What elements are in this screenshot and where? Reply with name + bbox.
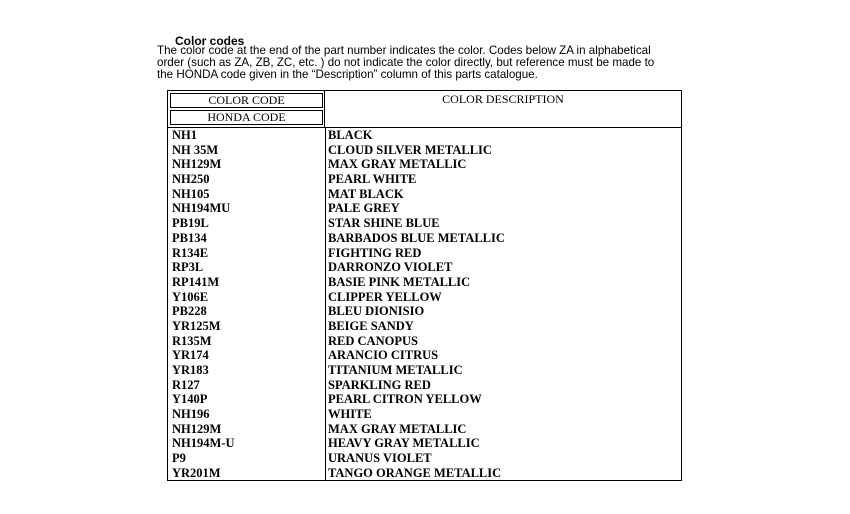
honda-code-cell: NH196 bbox=[172, 407, 210, 422]
table-row bbox=[168, 407, 681, 422]
table-row bbox=[168, 246, 681, 261]
table-row bbox=[168, 319, 681, 334]
color-description-cell: SPARKLING RED bbox=[328, 377, 431, 392]
color-description-cell: ARANCIO CITRUS bbox=[328, 348, 439, 363]
table-row bbox=[168, 201, 681, 216]
table-row bbox=[168, 143, 681, 158]
honda-code-cell: YR174 bbox=[172, 348, 209, 363]
table-body bbox=[168, 128, 681, 481]
color-description-cell: RED CANOPUS bbox=[328, 333, 418, 348]
color-description-cell: URANUS VIOLET bbox=[328, 451, 432, 466]
color-description-cell: BASIE PINK METALLIC bbox=[328, 274, 471, 289]
table-row bbox=[168, 451, 681, 466]
table-row bbox=[168, 378, 681, 393]
header-honda-code: HONDA CODE bbox=[170, 110, 323, 125]
intro-paragraph bbox=[157, 45, 727, 81]
color-description-cell: BARBADOS BLUE METALLIC bbox=[328, 230, 505, 245]
intro-line: order (such as ZA, ZB, ZC, etc. ) do not indicate the color directly, but reference must be made to bbox=[157, 56, 655, 69]
color-description-cell: TANGO ORANGE METALLIC bbox=[328, 465, 502, 480]
honda-code-cell: R134E bbox=[172, 245, 209, 260]
color-description-cell: FIGHTING RED bbox=[328, 245, 422, 260]
honda-code-cell: PB228 bbox=[172, 304, 207, 319]
table-row bbox=[168, 334, 681, 349]
honda-code-cell: NH129M bbox=[172, 157, 222, 172]
table-row bbox=[168, 392, 681, 407]
intro-line: The color code at the end of the part number indicates the color. Codes below ZA in alphabetical bbox=[157, 44, 651, 57]
table-row bbox=[168, 216, 681, 231]
section-title: Color codes bbox=[175, 34, 245, 48]
color-description-cell: BLEU DIONISIO bbox=[328, 304, 425, 319]
color-description-cell: CLOUD SILVER METALLIC bbox=[328, 142, 492, 157]
honda-code-cell: RP3L bbox=[172, 260, 204, 275]
honda-code-cell: NH105 bbox=[172, 186, 210, 201]
color-description-cell: BEIGE SANDY bbox=[328, 318, 414, 333]
honda-code-cell: NH194M-U bbox=[172, 436, 235, 451]
honda-code-cell: PB134 bbox=[172, 230, 207, 245]
honda-code-cell: YR201M bbox=[172, 465, 221, 480]
intro-line: the HONDA code given in the “Description” column of this parts catalogue. bbox=[157, 68, 538, 81]
code-header-group bbox=[168, 91, 325, 127]
color-description-cell: PEARL CITRON YELLOW bbox=[328, 392, 482, 407]
honda-code-cell: NH129M bbox=[172, 421, 222, 436]
honda-code-cell: YR125M bbox=[172, 318, 221, 333]
table-row bbox=[168, 157, 681, 172]
honda-code-cell: Y106E bbox=[172, 289, 209, 304]
honda-code-cell: YR183 bbox=[172, 363, 209, 377]
table-row bbox=[168, 436, 681, 451]
honda-code-cell: R135M bbox=[172, 333, 212, 348]
color-description-cell: MAT BLACK bbox=[328, 186, 404, 201]
color-description-cell: HEAVY GRAY METALLIC bbox=[328, 436, 480, 451]
color-description-cell: STAR SHINE BLUE bbox=[328, 216, 440, 231]
color-description-cell: DARRONZO VIOLET bbox=[328, 260, 453, 275]
honda-code-cell: RP141M bbox=[172, 274, 220, 289]
color-code-table bbox=[167, 90, 682, 481]
table-row bbox=[168, 172, 681, 187]
table-row bbox=[168, 304, 681, 319]
table-row bbox=[168, 260, 681, 275]
table-row bbox=[168, 231, 681, 246]
color-description-cell: TITANIUM METALLIC bbox=[328, 363, 463, 377]
table-row bbox=[168, 422, 681, 437]
honda-code-cell: NH250 bbox=[172, 172, 210, 187]
header-color-code: COLOR CODE bbox=[170, 93, 323, 108]
color-description-cell: BLACK bbox=[328, 128, 373, 142]
honda-code-cell: P9 bbox=[172, 451, 186, 466]
table-row bbox=[168, 187, 681, 202]
table-row bbox=[168, 290, 681, 305]
header-color-description: COLOR DESCRIPTION bbox=[442, 92, 564, 106]
color-description-cell: MAX GRAY METALLIC bbox=[328, 157, 467, 172]
table-row bbox=[168, 128, 681, 143]
color-description-cell: PEARL WHITE bbox=[328, 172, 417, 187]
color-description-cell: MAX GRAY METALLIC bbox=[328, 421, 467, 436]
color-description-cell: WHITE bbox=[328, 407, 372, 422]
honda-code-cell: NH1 bbox=[172, 128, 197, 142]
honda-code-cell: NH 35M bbox=[172, 142, 219, 157]
table-row bbox=[168, 363, 681, 378]
honda-code-cell: PB19L bbox=[172, 216, 209, 231]
table-row bbox=[168, 348, 681, 363]
honda-code-cell: R127 bbox=[172, 377, 200, 392]
table-row bbox=[168, 466, 681, 481]
color-description-cell: CLIPPER YELLOW bbox=[328, 289, 442, 304]
table-row bbox=[168, 275, 681, 290]
honda-code-cell: NH194MU bbox=[172, 201, 231, 216]
honda-code-cell: Y140P bbox=[172, 392, 208, 407]
color-description-cell: PALE GREY bbox=[328, 201, 400, 216]
